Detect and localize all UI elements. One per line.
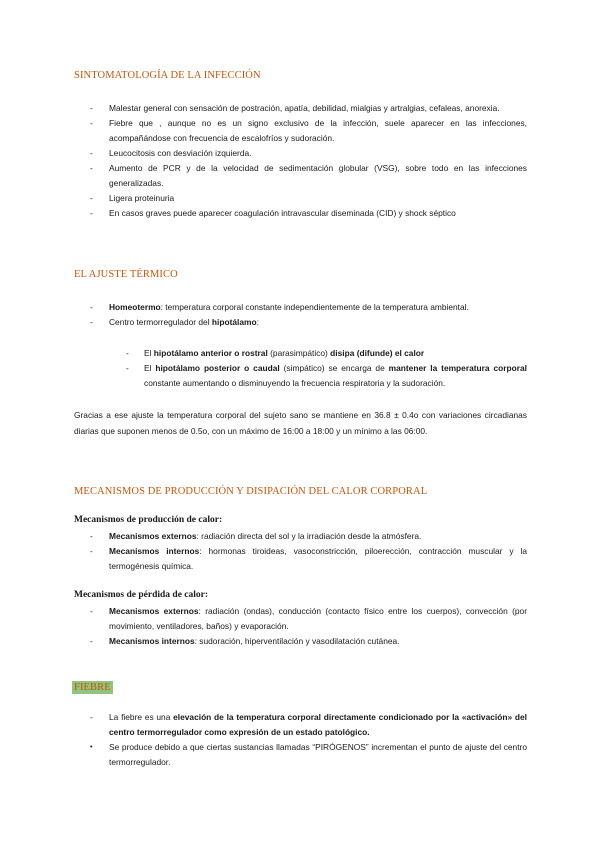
hypothalamus-sublist — [126, 346, 527, 391]
list-item: - El hipotálamo anterior o rostral (parasimpático) disipa (difunde) el calor — [126, 348, 425, 358]
list-item: - Mecanismos externos: radiación directa del sol y la irradiación desde la atmósfera. — [90, 531, 422, 541]
subheading-produccion: Mecanismos de producción de calor: — [74, 515, 223, 525]
loss-list — [90, 604, 527, 649]
subheading-perdida: Mecanismos de pérdida de calor: — [74, 590, 209, 600]
list-item: - Aumento de PCR y de la velocidad de sedimentación globular (VSG), sobre todo en las infecciones generalizadas. — [90, 163, 527, 188]
list-item: - La fiebre es una elevación de la temperatura corporal directamente condicionado por la «activación» del centro termorregulador como expresión de un estado patológico. — [90, 712, 527, 737]
fever-list — [90, 710, 527, 770]
symptoms-list — [90, 101, 527, 221]
list-item: - En casos graves puede aparecer coagulación intravascular diseminada (CID) y shock séptico — [90, 208, 456, 218]
ajuste-list — [90, 300, 527, 330]
heading-mecanismos: MECANISMOS DE PRODUCCIÓN Y DISIPACIÓN DEL CALOR CORPORAL — [74, 486, 428, 497]
list-item: - Mecanismos externos: radiación (ondas), conducción (contacto físico entre los cuerpos), convección (por movimiento, ventiladores, baños) y evaporación. — [90, 606, 528, 631]
production-list — [90, 529, 527, 574]
list-item: - Fiebre que , aunque no es un signo exclusivo de la infección, suele aparecer en las infecciones, acompañándose con frecuencia de escalofríos y sudoración. — [90, 118, 527, 143]
list-item: • Se produce debido a que ciertas sustancias llamadas “PIRÓGENOS” incrementan el punto de ajuste del centro termorregulador. — [90, 742, 527, 767]
heading-fiebre: FIEBRE — [74, 682, 111, 693]
heading-ajuste-termico: EL AJUSTE TÉRMICO — [74, 269, 178, 280]
list-item: - El hipotálamo posterior o caudal (simpático) se encarga de mantener la temperatura corporal constante aumentando o disminuyendo la frecuencia respiratoria y la sudoración. — [126, 363, 527, 388]
list-item: - Mecanismos internos: hormonas tiroideas, vasoconstricción, piloerección, contracción muscular y la termogénesis química. — [90, 546, 527, 571]
list-item: - Ligera proteinuria — [90, 193, 175, 203]
list-item: - Mecanismos internos: sudoración, hiperventilación y vasodilatación cutánea. — [90, 636, 400, 646]
list-item: - Homeotermo: temperatura corporal constante independientemente de la temperatura ambiental. — [90, 302, 469, 312]
list-item: - Malestar general con sensación de postración, apatía, debilidad, mialgias y artralgias, cefaleas, anorexia. — [90, 103, 500, 113]
list-item: - Leucocitosis con desviación izquierda. — [90, 148, 252, 158]
temperature-paragraph: Gracias a ese ajuste la temperatura corporal del sujeto sano se mantiene en 36.8 ± 0.4o con variaciones circadianas diarias que suponen menos de 0.5o, con un máximo de 16:00 a 18:00 y un mínimo a las 06:00. — [74, 410, 527, 436]
list-item: - Centro termorregulador del hipotálamo: — [90, 317, 259, 327]
heading-sintomatologia: SINTOMATOLOGÍA DE LA INFECCIÓN — [74, 70, 261, 81]
